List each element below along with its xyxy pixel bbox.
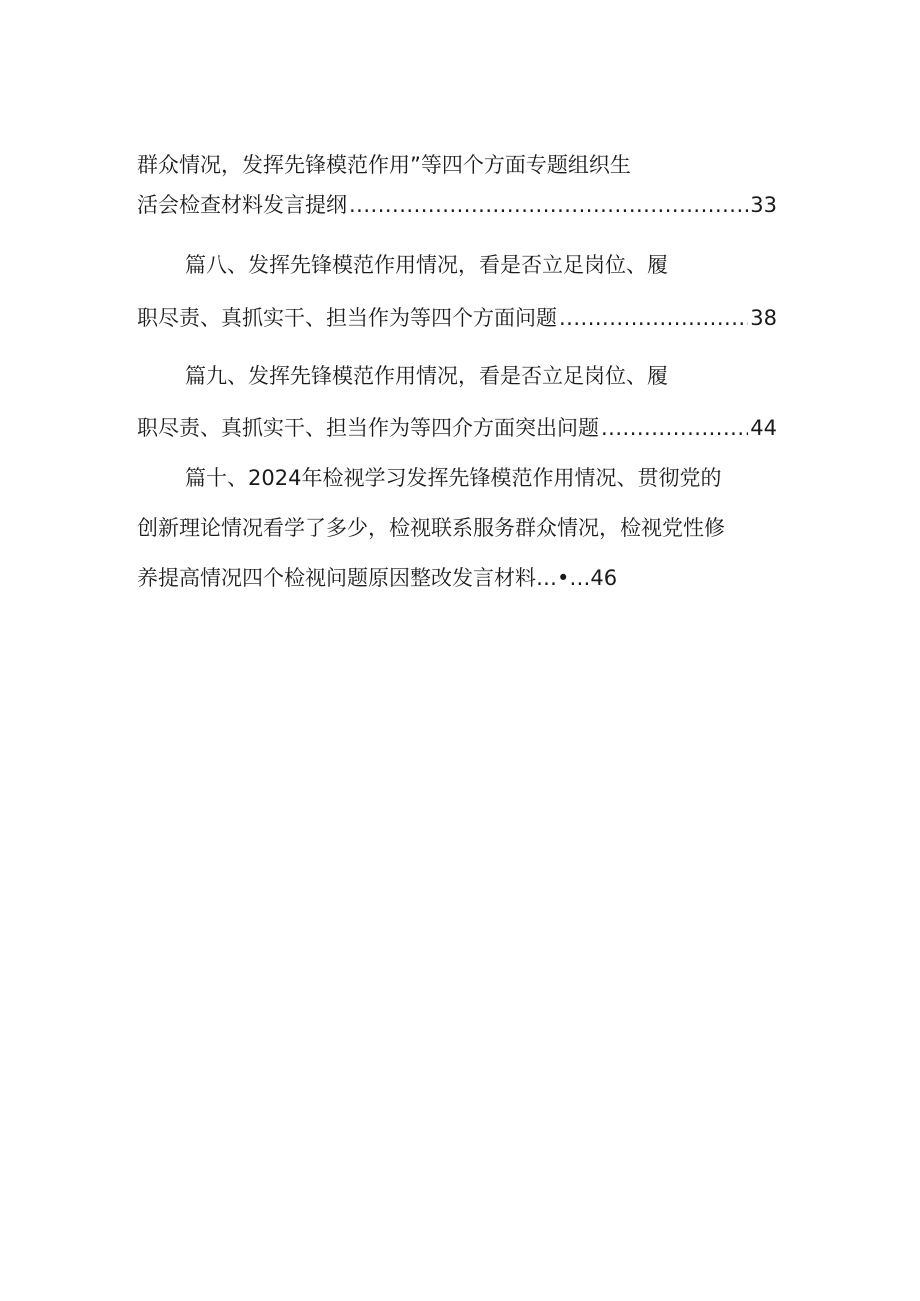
toc-entry-9-text-1: 篇九、发挥先锋模范作用情况，看是否立足岗位、履 [185,364,668,388]
toc-entry-7-page-number: 33 [750,193,777,217]
toc-entry-8-text-1: 篇八、发挥先锋模范作用情况，看是否立足岗位、履 [185,253,668,277]
toc-entry-9-text-2: 职尽责、真抓实干、担当作为等四介方面突出问题 [137,416,599,440]
toc-entry-7-line-1 [137,151,631,179]
toc-entry-10-line-1[interactable] [137,464,721,492]
toc-entry-10-line-3[interactable] [137,564,617,592]
toc-entry-7-text-1: 群众情况，发挥先锋模范作用”等四个方面专题组织生 [137,153,631,177]
toc-entry-8-text-2: 职尽责、真抓实干、担当作为等四个方面问题 [137,306,557,330]
toc-entry-9-line-1[interactable] [137,362,668,390]
toc-entry-9-page-number: 44 [750,416,777,440]
toc-entry-10-line-2[interactable] [137,514,725,542]
toc-entry-8-line-2[interactable] [137,304,777,332]
toc-entry-10-text-1: 篇十、2024年检视学习发挥先锋模范作用情况、贯彻党的 [185,466,722,490]
toc-entry-7-line-2[interactable] [137,191,777,219]
toc-entry-9-line-2[interactable] [137,414,777,442]
toc-entry-8-page-number: 38 [750,306,777,330]
toc-entry-10-text-3: 养提高情况四个检视问题原因整改发言材料…•…46 [137,566,618,590]
toc-leader-dots [601,414,748,442]
toc-leader-dots [559,304,748,332]
toc-leader-dots [349,191,748,219]
toc-entry-7-text-2: 活会检查材料发言提纲 [137,193,347,217]
toc-entry-8-line-1[interactable] [137,251,668,279]
toc-entry-10-text-2: 创新理论情况看学了多少，检视联系服务群众情况，检视党性修 [137,516,725,540]
